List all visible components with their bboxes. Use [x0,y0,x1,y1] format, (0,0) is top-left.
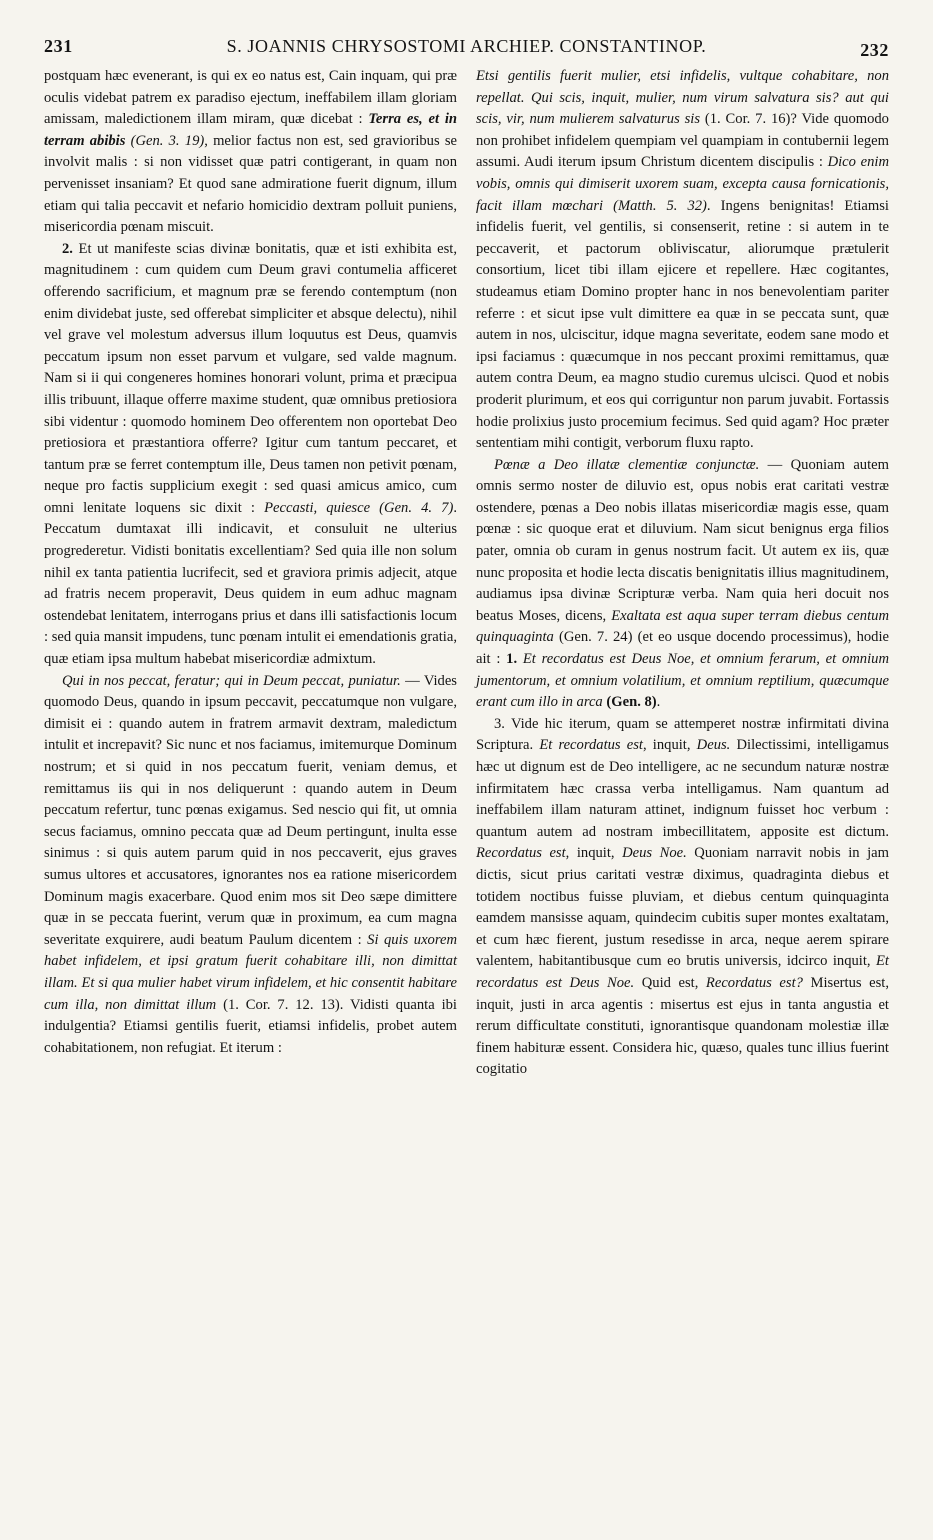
scripture-quote: Etsi gentilis fuerit mulier, etsi infidelis, vultque cohabitare, non repellat. Qui scis, inquit, mulier, num virum salvatura sis? aut qui scis, vir, num mulierem salvaturus sis [476,68,889,128]
scripture-reference: (Gen. 7. 24) [553,629,633,646]
paragraph-5 [476,455,889,714]
paragraph-6 [476,714,889,1081]
scripture-reference: (Matth. 5. 32) [603,197,707,214]
scripture-reference: (Gen. 4. 7) [370,499,454,516]
scripture-quote: Deus. [696,737,731,754]
scripture-quote: Recordatus est [476,845,566,862]
text-run: , inquit, [642,737,697,754]
page-number-right: 232 [860,40,889,60]
scripture-quote: Terra es, et in terram abibis [44,111,457,149]
text-run: — Quoniam autem omnis sermo noster de diluvio est, opus nobis erat caritati vestræ ostendere, pœnas a Deo nobis illatas misericordiæ magis esse, quam pœnæ : sic quoque erat et diluvium. Nam sicut benignus erga filios pater, omnia ob curam in genus nostrum facit. Ut autem ex iis, quæ nunc proposita et hodie lecta discatis benignitatis illius magnitudinem, audiamus ipsa divinæ Scripturæ verba. Nam quia heri docuit nos beatus Moses, dicens, [476,456,889,624]
scripture-quote: Et recordatus est [539,737,643,754]
page-header [44,28,889,62]
scripture-quote: Recordatus est? [705,974,803,991]
verse-number: 1. [506,651,518,668]
scripture-quote: Et recordatus est Deus Noe. [476,953,889,991]
section-number: 3. [494,715,505,732]
text-run: , melior factus non est, sed gravioribus se involvit malis : si non vidisset quæ patri contigerant, in quam non pervenisset insaniam? Et quod sane admiratione fuerit dignum, illum etiam qui talia peccavit et nefario homicidio dextram polluit puniens, misericordia pœnam miscuit. [44,132,458,236]
section-heading: Qui in nos peccat, feratur; qui in Deum peccat, puniatur. [62,672,401,689]
paragraph-2 [44,239,457,671]
text-run: , inquit, [565,845,623,862]
text-run: Vide hic iterum, quam se attemperet nostræ infirmitati divina Scriptura. [476,715,889,754]
scripture-quote: Dico enim vobis, omnis qui dimiserit uxorem suam, excepta causa fornicationis, facit illam mœchari [476,154,889,214]
scripture-quote: Deus Noe. [622,845,687,862]
scripture-reference: (Gen. 3. 19) [125,132,205,149]
scripture-reference: (Gen. 8) [602,694,657,711]
running-title: S. JOANNIS CHRYSOSTOMI ARCHIEP. CONSTANTINOP. [226,36,707,56]
section-heading: Pœnæ a Deo illatæ clementiæ conjunctæ. [494,456,760,473]
paragraph-1 [44,66,457,239]
text-run: Dilectissimi, intelligamus hæc ut dignum est de Deo intelligere, ac ne secundum naturæ nostræ infirmitatem hæc crassa verba intelligamus. Nam quantum ad ineffabilem illam naturam attinet, indignum fuisset hoc verbum : quantum autem ad nostram imbecillitatem, apposite est dictum. [476,737,889,840]
text-columns [44,66,889,1081]
text-run: — Vides quomodo Deus, quando in ipsum peccavit, peccatumque non vulgare, dimisit ei : quando autem in fratrem armavit dextram, maledictum intulit et increpavit? Sic nunc et nos faciamus, imitemurque Dominum nostrum; et si quid in nos peccatum fuerit, veniam demus, et remittamus iis qui in nos deliquerunt : quando autem in Deum peccatum refertur, tunc pœnas exigamus. Sed nescio qui fit, ut omnia secus faciamus, omnino peccata quæ ad Deum pertingunt, inulta esse sinimus : si quis autem parum quid in nos peccaverit, ejus graves sumus ultores et accusatores, ignorantes nos ea ratione misericordem Dominum magis exacerbare. Quod enim mos sit Deo sæpe dimittere quæ in se peccata fuerint, verum quæ in proximum, ea cum magna severitate exquirere, audi beatum Paulum dicentem : [44,672,457,948]
paragraph-4 [476,66,889,455]
text-run: . Peccatum dumtaxat illi indicavit, et consuluit ne ulterius progrederetur. Vidisti bonitatis excellentiam? Sed quia ille non solum nihil ex tanta patientia lucrifecit, sed et graviora primis adjecit, atque ad fratris necem properavit, Deus quidem in eum adhuc magnam ostendebat lenitatem, interrogans prius et dans illi satisfactionis locum : sed quia mansit impudens, tunc pœnam intulit ei emendationis gratia, quæ etiam ipsa multum habebat misericordiæ admixtum. [44,499,457,668]
scripture-quote: Et recordatus est Deus Noe, et omnium ferarum, et omnium jumentorum, et omnium volatilium, et omnium reptilium, quæcumque erant cum illo in arca [476,651,889,711]
section-number: 2. [62,240,73,257]
page-number-left: 231 [44,36,73,56]
paragraph-3 [44,671,457,1060]
scripture-quote: Si quis uxorem habet infidelem, et ipsi gratum fuerit cohabitare illi, non dimittat illam. Et si qua mulier habet virum infidelem, et hic consentit habitare cum illa, non dimittat illum [44,931,457,1013]
text-run: Quoniam narravit nobis in jam dictis, sicut prius caritati vestræ diximus, quadraginta diebus et totidem noctibus fuisse pluviam, et diebus centum quinquaginta eamdem mansisse aquam, quindecim cubitis super montes exaltatam, et cum hæc fierent, justum resedisse in arca, neque aerem spirare valentem, habitantibusque cum eo brutis universis, idcirco inquit, [476,845,889,970]
scripture-reference: (1. Cor. 7. 12. 13) [216,996,340,1013]
text-run: (et eo usque docendo processimus), hodie ait : [476,629,889,668]
scripture-quote: Peccasti, quiesce [264,499,371,516]
scripture-reference: (1. Cor. 7. 16) [700,111,791,128]
right-column [476,66,889,1081]
text-run: Quid est, [634,974,706,991]
text-run: ? Vide quomodo non prohibet infidelem quempiam vel quampiam in contubernii legem assumi. Audi iterum ipsum Christum dicentem discipulis : [476,111,889,171]
left-column [44,66,457,1081]
text-run: . [656,694,661,711]
text-run: Et ut manifeste scias divinæ bonitatis, quæ et isti exhibita est, magnitudinem : cum quidem cum Deum gravi contumelia afficeret offerendo sacrificium, et magnum præ se ferendo contemptum (non enim dividebat juste, sed offerebat simpliciter et absque delectu), nihil vel grave vel molestum adversus illum loquutus est Deus, quamvis peccatum ipsum non esset parvum et vulgare, sed valde magnum. Nam si ii qui congeneres homines honorari volunt, prima et præcipua illis tribuunt, illaque offerre maxime student, quæ omnibus pretiosiora sibi videntur : quomodo hominem Deo offerentem non oportebat Deo pretiosiora et præstantiora offerre? Igitur cum tantum peccaret, et tantum præ se ferret contemptum ille, Deus tamen non petivit pœnam, neque pro factis supplicium exegit : sed quasi amicus amico, cum omni lenitate loquens sic dixit : [44,240,457,516]
text-run: postquam hæc evenerant, is qui ex eo natus est, Cain inquam, qui præ oculis videbat patrem ex paradiso ejectum, ineffabilem illam gloriam amissam, maledictionem illam miram, quæ dicebat : [44,68,457,128]
scripture-quote: Exaltata est aqua super terram diebus centum quinquaginta [476,607,889,646]
text-run: . Ingens benignitas! Etiamsi infidelis fuerit, vel gentilis, si consenserit, retine : si autem in te peccaverit, et pactorum obliviscatur, aliorumque prætulerit consortium, licet tibi illam ejicere et repellere. Hæc cogitantes, studeamus etiam Domino propter hanc in nos benevolentiam pariter referre : et sicut ipse vult dimittere ea quæ in se peccata sunt, quæ autem in nos, ulciscitur, idque magna severitate, eodem sane modo et ipsi faciamus : quæcumque in nos peccant proximi remittamus, quæ autem contra Deum, ea magno studio curemus ulcisci. Quod et nobis proderit plurimum, et eos qui corriguntur non parum juvabit. Fortassis hodie prolixius justo procemium fecimus. Sed quid agam? Hoc præter sententiam mihi contigit, verborum fluxu rapto. [476,197,889,452]
text-run: . Vidisti quanta ibi indulgentia? Etiamsi gentilis fuerit, etiamsi infidelis, probet autem cohabitationem, non refugiat. Et iterum : [44,996,457,1056]
text-run: Misertus est, inquit, justi in arca agentis : misertus est ejus in tanta angustia et rerum difficultate constituti, ignorantisque quandonam molestiæ illæ finem habituræ essent. Considera hic, quæso, quales tunc illius fuerint cogitatio [476,974,889,1078]
